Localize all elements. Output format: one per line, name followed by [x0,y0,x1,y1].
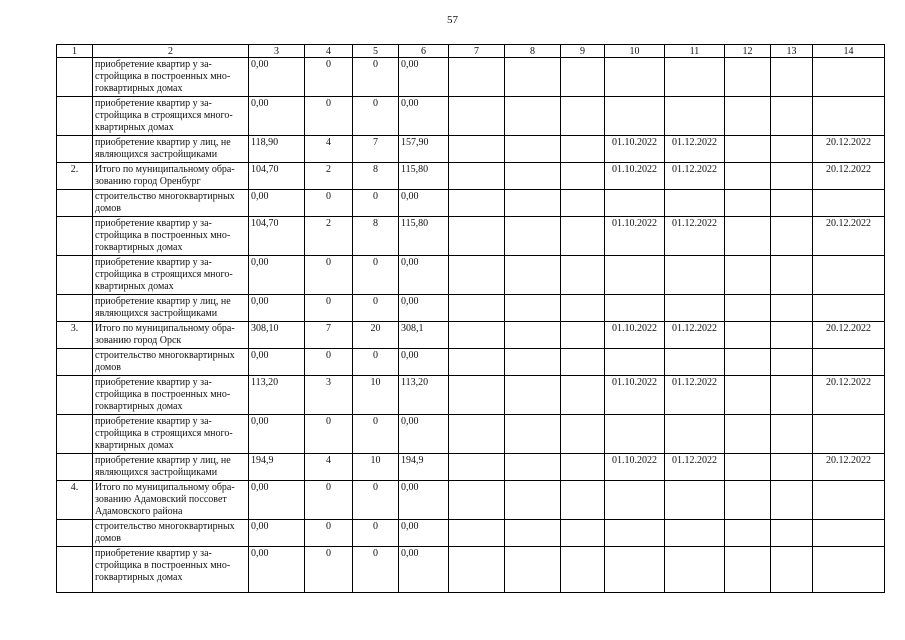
col6-value-cell: 0,00 [399,481,449,520]
col3-value-cell: 0,00 [249,295,305,322]
column-header-6: 6 [399,45,449,58]
col4-value-cell: 4 [305,136,353,163]
col3-value-cell: 0,00 [249,481,305,520]
col5-value-cell: 0 [353,58,399,97]
row-label-cell: строительство многоквартирных домов [93,349,249,376]
col13-cell [771,322,813,349]
col3-value-cell: 194,9 [249,454,305,481]
col12-cell [725,256,771,295]
column-header-1: 1 [57,45,93,58]
table-row [57,97,885,136]
col7-cell [449,97,505,136]
col4-value-cell: 0 [305,58,353,97]
col8-cell [505,415,561,454]
col9-cell [561,256,605,295]
col9-cell [561,481,605,520]
col9-cell [561,190,605,217]
col10-date-cell [605,97,665,136]
row-index-cell [57,547,93,593]
row-index-cell [57,415,93,454]
column-header-11: 11 [665,45,725,58]
row-label-cell: приобретение квартир у за-стройщика в строящихся много-квартирных домах [93,97,249,136]
col10-date-cell: 01.10.2022 [605,136,665,163]
col3-value-cell: 0,00 [249,97,305,136]
col13-cell [771,136,813,163]
col6-value-cell: 115,80 [399,217,449,256]
col5-value-cell: 0 [353,349,399,376]
col7-cell [449,58,505,97]
col12-cell [725,547,771,593]
table-row [57,256,885,295]
col5-value-cell: 0 [353,97,399,136]
col12-cell [725,454,771,481]
col7-cell [449,547,505,593]
col14-date-cell [813,190,885,217]
col10-date-cell [605,520,665,547]
col13-cell [771,454,813,481]
col14-date-cell [813,349,885,376]
col5-value-cell: 0 [353,295,399,322]
col10-date-cell [605,295,665,322]
col9-cell [561,547,605,593]
col9-cell [561,136,605,163]
col3-value-cell: 0,00 [249,190,305,217]
table-row [57,349,885,376]
column-header-8: 8 [505,45,561,58]
col8-cell [505,295,561,322]
col14-date-cell [813,547,885,593]
data-table [56,44,885,593]
col12-cell [725,322,771,349]
col9-cell [561,295,605,322]
col12-cell [725,97,771,136]
col3-value-cell: 0,00 [249,58,305,97]
col11-date-cell [665,547,725,593]
row-index-cell [57,136,93,163]
col5-value-cell: 8 [353,217,399,256]
column-header-13: 13 [771,45,813,58]
col6-value-cell: 0,00 [399,547,449,593]
col4-value-cell: 0 [305,190,353,217]
col5-value-cell: 20 [353,322,399,349]
header-row [57,45,885,58]
table-row [57,481,885,520]
table-row [57,217,885,256]
col4-value-cell: 2 [305,217,353,256]
col11-date-cell [665,415,725,454]
table-row [57,376,885,415]
col7-cell [449,256,505,295]
col7-cell [449,481,505,520]
col14-date-cell: 20.12.2022 [813,454,885,481]
col14-date-cell [813,295,885,322]
col6-value-cell: 0,00 [399,97,449,136]
col14-date-cell: 20.12.2022 [813,376,885,415]
col7-cell [449,217,505,256]
page-number: 57 [447,14,458,26]
col6-value-cell: 0,00 [399,190,449,217]
col9-cell [561,454,605,481]
column-header-12: 12 [725,45,771,58]
column-header-4: 4 [305,45,353,58]
col10-date-cell: 01.10.2022 [605,454,665,481]
col9-cell [561,349,605,376]
row-index-cell [57,58,93,97]
row-index-cell [57,376,93,415]
col11-date-cell [665,256,725,295]
col14-date-cell [813,520,885,547]
row-index-cell [57,520,93,547]
table-row [57,136,885,163]
col13-cell [771,415,813,454]
col8-cell [505,349,561,376]
col9-cell [561,322,605,349]
col7-cell [449,163,505,190]
col11-date-cell [665,58,725,97]
column-header-2: 2 [93,45,249,58]
col10-date-cell: 01.10.2022 [605,217,665,256]
col4-value-cell: 4 [305,454,353,481]
col11-date-cell [665,295,725,322]
table-row [57,547,885,593]
col3-value-cell: 118,90 [249,136,305,163]
col11-date-cell: 01.12.2022 [665,454,725,481]
col5-value-cell: 0 [353,415,399,454]
col6-value-cell: 194,9 [399,454,449,481]
row-index-cell [57,349,93,376]
col10-date-cell [605,547,665,593]
col12-cell [725,376,771,415]
col8-cell [505,481,561,520]
table-row [57,190,885,217]
row-index-cell: 3. [57,322,93,349]
col7-cell [449,376,505,415]
col8-cell [505,520,561,547]
table-row [57,163,885,190]
col6-value-cell: 0,00 [399,256,449,295]
col7-cell [449,454,505,481]
col12-cell [725,217,771,256]
row-label-cell: приобретение квартир у лиц, не являющихся застройщиками [93,136,249,163]
col14-date-cell [813,97,885,136]
col3-value-cell: 0,00 [249,415,305,454]
col10-date-cell [605,58,665,97]
col6-value-cell: 0,00 [399,415,449,454]
col13-cell [771,295,813,322]
col4-value-cell: 0 [305,349,353,376]
col5-value-cell: 0 [353,256,399,295]
col8-cell [505,454,561,481]
col7-cell [449,190,505,217]
column-header-3: 3 [249,45,305,58]
col11-date-cell [665,97,725,136]
table-row [57,58,885,97]
col12-cell [725,481,771,520]
col8-cell [505,217,561,256]
col13-cell [771,58,813,97]
col10-date-cell [605,415,665,454]
col9-cell [561,163,605,190]
col5-value-cell: 8 [353,163,399,190]
col5-value-cell: 0 [353,190,399,217]
col14-date-cell: 20.12.2022 [813,217,885,256]
col8-cell [505,190,561,217]
col5-value-cell: 10 [353,376,399,415]
col4-value-cell: 0 [305,547,353,593]
col13-cell [771,547,813,593]
col6-value-cell: 113,20 [399,376,449,415]
col9-cell [561,376,605,415]
col8-cell [505,322,561,349]
row-label-cell: Итого по муниципальному обра-зованию город Оренбург [93,163,249,190]
col14-date-cell [813,58,885,97]
col11-date-cell [665,190,725,217]
col12-cell [725,415,771,454]
row-label-cell: Итого по муниципальному обра-зованию город Орск [93,322,249,349]
col13-cell [771,520,813,547]
row-label-cell: приобретение квартир у за-стройщика в строящихся много-квартирных домах [93,256,249,295]
col6-value-cell: 115,80 [399,163,449,190]
row-index-cell: 2. [57,163,93,190]
col12-cell [725,163,771,190]
col11-date-cell: 01.12.2022 [665,376,725,415]
col4-value-cell: 0 [305,256,353,295]
col7-cell [449,520,505,547]
col14-date-cell [813,481,885,520]
col9-cell [561,520,605,547]
col9-cell [561,217,605,256]
row-label-cell: приобретение квартир у за-стройщика в построенных мно-гоквартирных домах [93,376,249,415]
row-label-cell: приобретение квартир у за-стройщика в строящихся много-квартирных домах [93,415,249,454]
col7-cell [449,322,505,349]
col4-value-cell: 0 [305,97,353,136]
table-row [57,415,885,454]
row-label-cell: приобретение квартир у за-стройщика в построенных мно-гоквартирных домах [93,217,249,256]
col9-cell [561,97,605,136]
col10-date-cell: 01.10.2022 [605,163,665,190]
column-header-7: 7 [449,45,505,58]
col5-value-cell: 0 [353,481,399,520]
col9-cell [561,415,605,454]
col13-cell [771,97,813,136]
col11-date-cell: 01.12.2022 [665,322,725,349]
col11-date-cell: 01.12.2022 [665,136,725,163]
col12-cell [725,136,771,163]
col3-value-cell: 0,00 [249,520,305,547]
col8-cell [505,136,561,163]
col13-cell [771,376,813,415]
col9-cell [561,58,605,97]
col7-cell [449,295,505,322]
col10-date-cell: 01.10.2022 [605,376,665,415]
col11-date-cell [665,349,725,376]
col6-value-cell: 0,00 [399,520,449,547]
col10-date-cell: 01.10.2022 [605,322,665,349]
col13-cell [771,217,813,256]
col8-cell [505,58,561,97]
col6-value-cell: 0,00 [399,295,449,322]
col6-value-cell: 157,90 [399,136,449,163]
row-index-cell [57,295,93,322]
col14-date-cell: 20.12.2022 [813,136,885,163]
column-header-9: 9 [561,45,605,58]
col12-cell [725,190,771,217]
col14-date-cell [813,256,885,295]
column-header-14: 14 [813,45,885,58]
col13-cell [771,163,813,190]
row-index-cell [57,454,93,481]
col6-value-cell: 308,1 [399,322,449,349]
col5-value-cell: 0 [353,547,399,593]
row-index-cell [57,217,93,256]
col5-value-cell: 0 [353,520,399,547]
col3-value-cell: 113,20 [249,376,305,415]
col4-value-cell: 0 [305,481,353,520]
row-label-cell: приобретение квартир у лиц, не являющихся застройщиками [93,454,249,481]
col3-value-cell: 0,00 [249,256,305,295]
column-header-5: 5 [353,45,399,58]
row-label-cell: приобретение квартир у за-стройщика в построенных мно-гоквартирных домах [93,547,249,593]
col12-cell [725,295,771,322]
col8-cell [505,547,561,593]
col11-date-cell: 01.12.2022 [665,217,725,256]
col3-value-cell: 104,70 [249,163,305,190]
col4-value-cell: 7 [305,322,353,349]
col4-value-cell: 0 [305,295,353,322]
col13-cell [771,256,813,295]
row-label-cell: приобретение квартир у за-стройщика в построенных мно-гоквартирных домах [93,58,249,97]
col13-cell [771,349,813,376]
row-label-cell: строительство многоквартирных домов [93,520,249,547]
table-row [57,322,885,349]
col14-date-cell [813,415,885,454]
column-header-10: 10 [605,45,665,58]
col4-value-cell: 0 [305,415,353,454]
col12-cell [725,349,771,376]
col13-cell [771,190,813,217]
col4-value-cell: 0 [305,520,353,547]
col10-date-cell [605,481,665,520]
col8-cell [505,97,561,136]
col3-value-cell: 308,10 [249,322,305,349]
row-index-cell [57,190,93,217]
col14-date-cell: 20.12.2022 [813,163,885,190]
col7-cell [449,415,505,454]
table-row [57,295,885,322]
row-label-cell: Итого по муниципальному обра-зованию Адамовский поссовет Адамовского района [93,481,249,520]
col3-value-cell: 0,00 [249,349,305,376]
col5-value-cell: 10 [353,454,399,481]
col3-value-cell: 0,00 [249,547,305,593]
row-index-cell [57,256,93,295]
table-row [57,520,885,547]
row-label-cell: приобретение квартир у лиц, не являющихся застройщиками [93,295,249,322]
col11-date-cell [665,481,725,520]
col10-date-cell [605,349,665,376]
table-body [57,58,885,593]
col4-value-cell: 2 [305,163,353,190]
col13-cell [771,481,813,520]
col11-date-cell [665,520,725,547]
col7-cell [449,349,505,376]
col11-date-cell: 01.12.2022 [665,163,725,190]
col10-date-cell [605,190,665,217]
col3-value-cell: 104,70 [249,217,305,256]
col12-cell [725,520,771,547]
col8-cell [505,256,561,295]
row-label-cell: строительство многоквартирных домов [93,190,249,217]
col12-cell [725,58,771,97]
col14-date-cell: 20.12.2022 [813,322,885,349]
col6-value-cell: 0,00 [399,58,449,97]
col8-cell [505,163,561,190]
col6-value-cell: 0,00 [399,349,449,376]
row-index-cell: 4. [57,481,93,520]
col4-value-cell: 3 [305,376,353,415]
col10-date-cell [605,256,665,295]
col7-cell [449,136,505,163]
col5-value-cell: 7 [353,136,399,163]
col8-cell [505,376,561,415]
table-row [57,454,885,481]
row-index-cell [57,97,93,136]
